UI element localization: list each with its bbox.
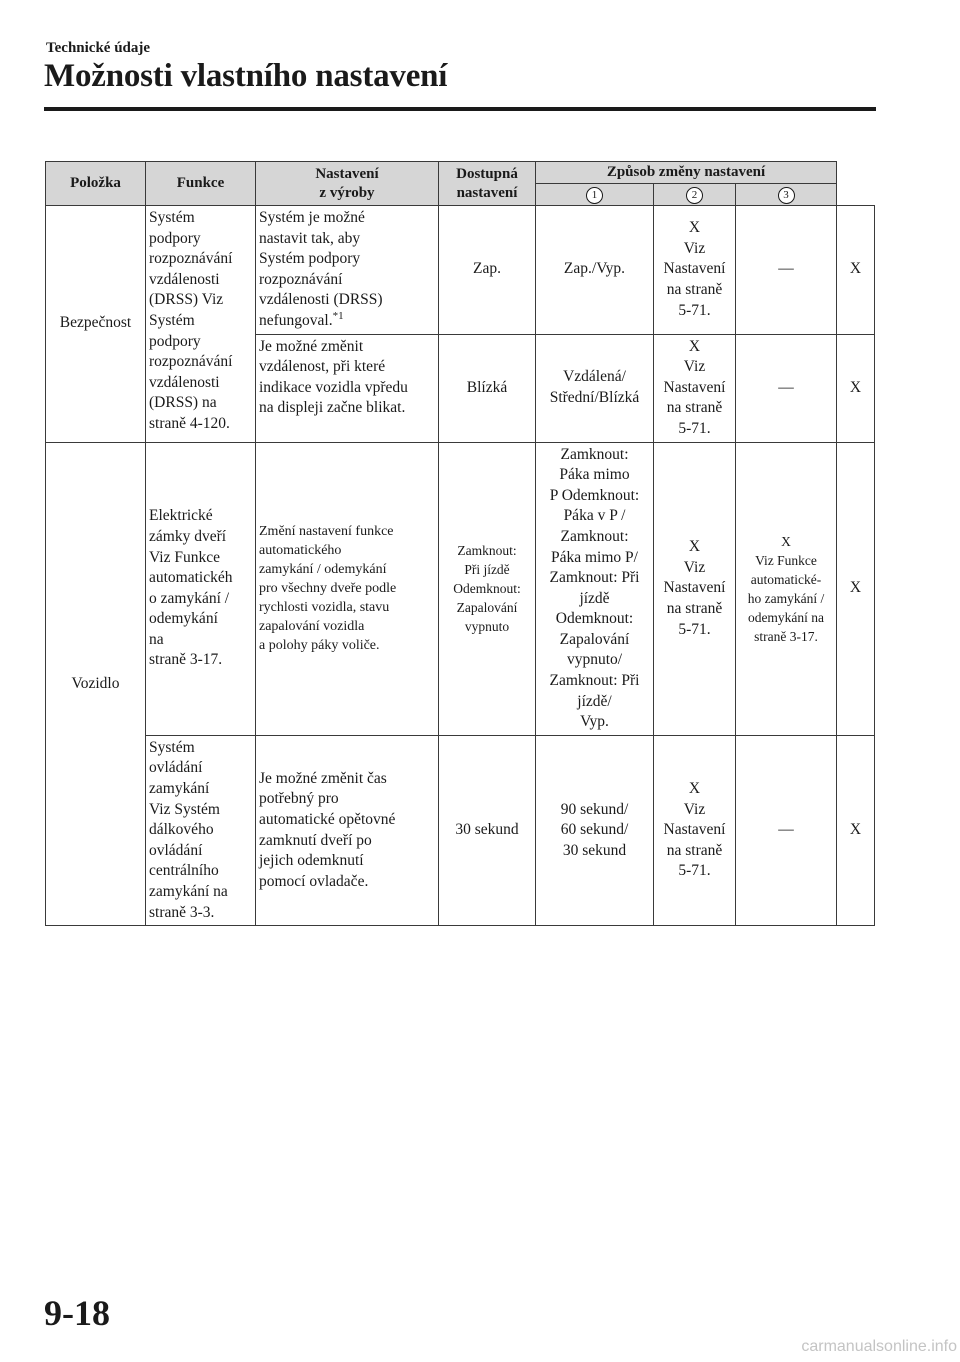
- factory-cell: Zap.: [439, 206, 536, 335]
- page-number: 9-18: [44, 1293, 110, 1333]
- description-cell: [256, 206, 439, 335]
- watermark: carmanualsonline.info: [801, 1338, 957, 1355]
- factory-cell: 30 sekund: [439, 735, 536, 925]
- available-cell: 90 sekund/ 60 sekund/ 30 sekund: [536, 735, 654, 925]
- method-2-cell: —: [736, 334, 837, 442]
- header-function: Funkce: [146, 162, 256, 206]
- table-row: [46, 735, 875, 925]
- header-method-2: [654, 184, 736, 206]
- function-cell-lock-control: Systém ovládání zamykání Viz Systém dálkového ovládání centrálního zamykání na straně 3-3.: [146, 735, 256, 925]
- factory-cell: Blízká: [439, 334, 536, 442]
- header-change-method: Způsob změny nastavení: [536, 162, 837, 184]
- table-header-row: [46, 162, 875, 184]
- method-2-cell: —: [736, 206, 837, 335]
- method-3-cell: X: [837, 334, 875, 442]
- method-1-cell: X Viz Nastavení na straně 5-71.: [654, 206, 736, 335]
- title-rule: [44, 107, 876, 111]
- method-1-cell: X Viz Nastavení na straně 5-71.: [654, 334, 736, 442]
- circled-number-3-icon: 3: [778, 187, 795, 204]
- footnote-mark: *1: [332, 309, 344, 322]
- header-item: Položka: [46, 162, 146, 206]
- function-cell-drss: Systém podpory rozpoznávání vzdálenosti (DRSS) Viz Systém podpory rozpoznávání vzdálenosti (DRSS) na straně 4-120.: [146, 206, 256, 443]
- circled-number-1-icon: 1: [586, 187, 603, 204]
- description-cell: Změní nastavení funkce automatického zamykání / odemykání pro všechny dveře podle rychlosti vozidla, stavu zapalování vozidla a polohy páky voliče.: [256, 442, 439, 735]
- circled-number-2-icon: 2: [686, 187, 703, 204]
- section-label: Technické údaje: [46, 40, 151, 56]
- item-cell-bezpecnost: Bezpečnost: [46, 206, 146, 443]
- header-factory-setting: Nastavení z výroby: [256, 162, 439, 206]
- method-2-cell: —: [736, 735, 837, 925]
- header-method-1: [536, 184, 654, 206]
- page-title: Možnosti vlastního nastavení: [44, 58, 448, 94]
- description-cell: Je možné změnit vzdálenost, při které indikace vozidla vpředu na displeji začne blikat.: [256, 334, 439, 442]
- settings-table: [45, 161, 875, 926]
- method-1-cell: X Viz Nastavení na straně 5-71.: [654, 442, 736, 735]
- header-method-3: [736, 184, 837, 206]
- header-available-settings: Dostupná nastavení: [439, 162, 536, 206]
- factory-cell: Zamknout: Při jízdě Odemknout: Zapalování vypnuto: [439, 442, 536, 735]
- table-row: [46, 206, 875, 335]
- method-3-cell: X: [837, 735, 875, 925]
- method-3-cell: X: [837, 442, 875, 735]
- item-cell-vozidlo: Vozidlo: [46, 442, 146, 926]
- function-cell-door-locks: Elektrické zámky dveří Viz Funkce automatickéh o zamykání / odemykání na straně 3-17.: [146, 442, 256, 735]
- description-cell: Je možné změnit čas potřebný pro automatické opětovné zamknutí dveří po jejich odemknutí pomocí ovladače.: [256, 735, 439, 925]
- table-row: [46, 442, 875, 735]
- available-cell: Vzdálená/ Střední/Blízká: [536, 334, 654, 442]
- description-text: Systém je možné nastavit tak, aby Systém podpory rozpoznávání vzdálenosti (DRSS) nefungoval.: [259, 209, 383, 329]
- available-cell: Zap./Vyp.: [536, 206, 654, 335]
- method-1-cell: X Viz Nastavení na straně 5-71.: [654, 735, 736, 925]
- available-cell: Zamknout: Páka mimo P Odemknout: Páka v P / Zamknout: Páka mimo P/ Zamknout: Při jízdě Odemknout: Zapalování vypnuto/ Zamknout: Při jízdě/ Vyp.: [536, 442, 654, 735]
- method-2-cell: X Viz Funkce automatické- ho zamykání / odemykání na straně 3-17.: [736, 442, 837, 735]
- method-3-cell: X: [837, 206, 875, 335]
